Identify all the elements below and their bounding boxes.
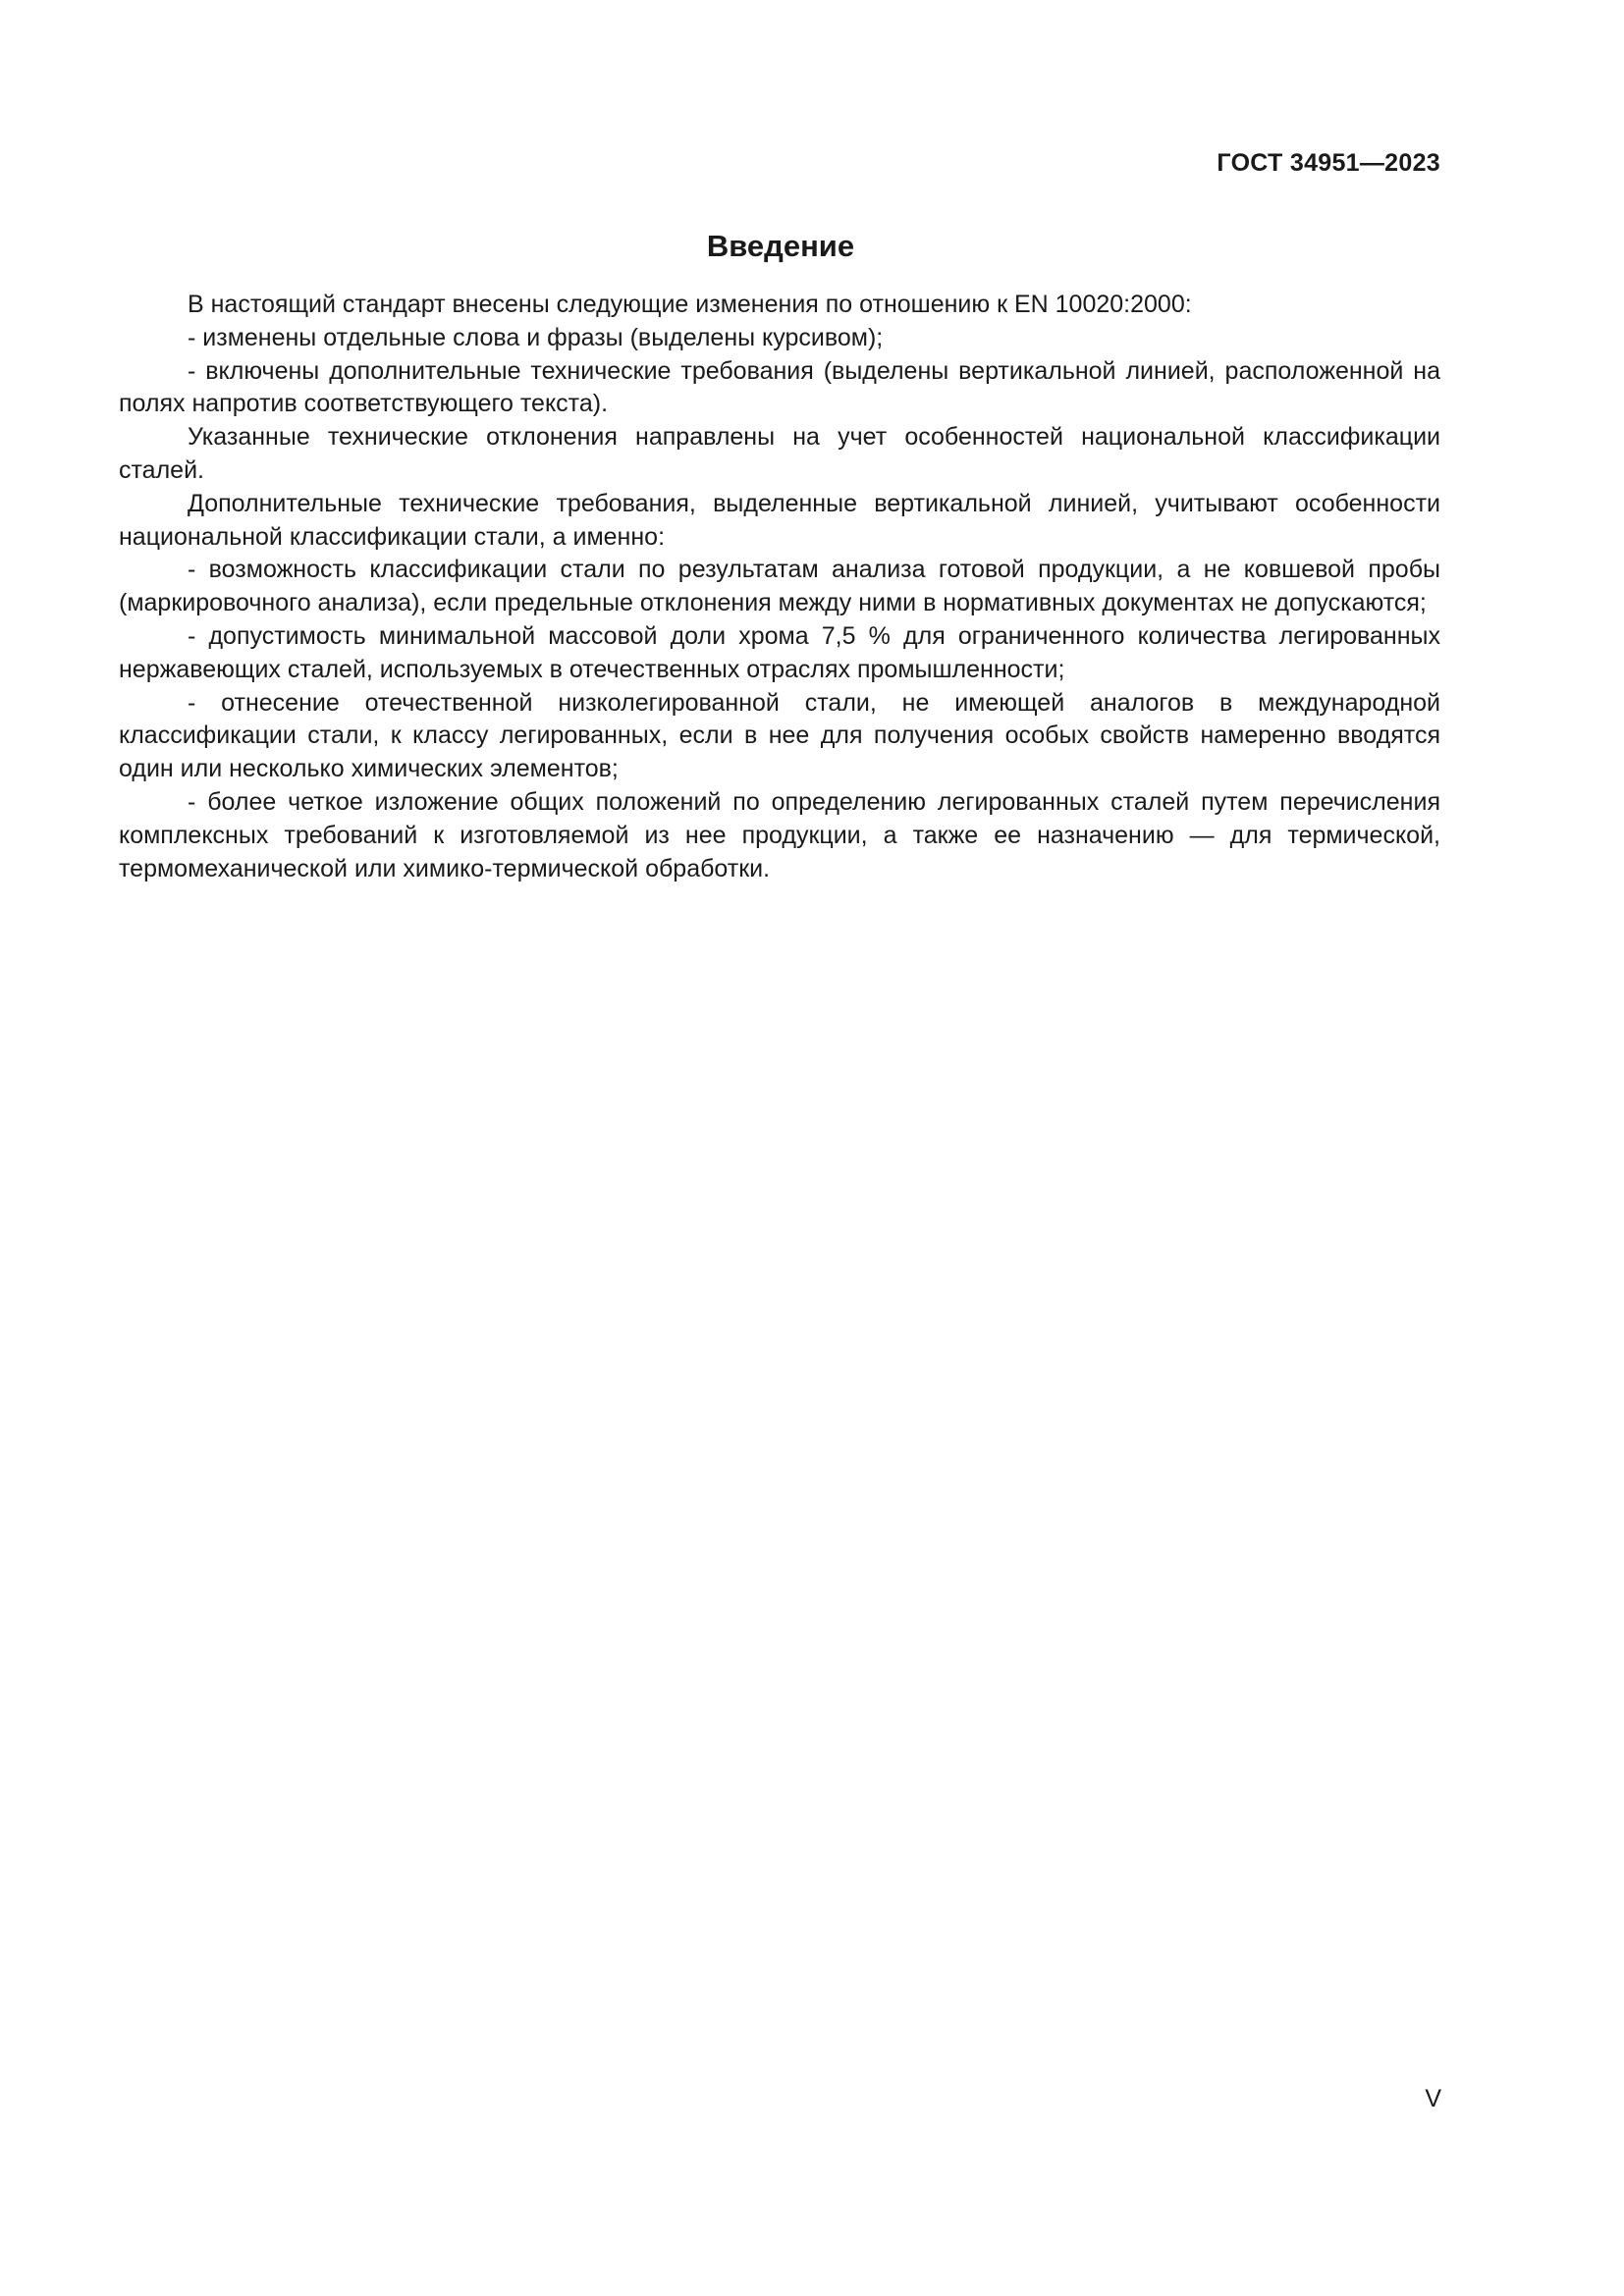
list-item: - включены дополнительные технические требования (выделены вертикальной линией, расположенной на полях напротив соответствующего текста). — [119, 356, 1440, 418]
introduction-body — [119, 289, 1440, 885]
list-item: - допустимость минимальной массовой доли хрома 7,5 % для ограниченного количества легированных нержавеющих сталей, используемых в отечественных отраслях промышленности; — [119, 621, 1440, 683]
list-item: - изменены отдельные слова и фразы (выделены курсивом); — [188, 323, 884, 351]
list-item: - возможность классификации стали по результатам анализа готовой продукции, а не ковшевой пробы (маркировочного анализа), если предельные отклонения между ними в нормативных документах не допускаются; — [119, 556, 1440, 617]
list-item: - более четкое изложение общих положений по определению легированных сталей путем перечисления комплексных требований к изготовляемой из нее продукции, а также ее назначению — для термической, термомеханической или химико-термической обработки. — [119, 787, 1440, 882]
page-number: V — [1425, 2085, 1441, 2112]
document-code: ГОСТ 34951—2023 — [1217, 149, 1440, 177]
section-title: Введение — [706, 229, 855, 263]
paragraph: Дополнительные технические требования, выделенные вертикальной линией, учитывают особенности национальной классификации стали, а именно: — [119, 489, 1440, 551]
paragraph: Указанные технические отклонения направлены на учет особенностей национальной классификации сталей. — [119, 423, 1440, 484]
list-item: - отнесение отечественной низколегированной стали, не имеющей аналогов в международной классификации стали, к классу легированных, если в нее для получения особых свойств намеренно вводятся один или несколько химических элементов; — [119, 688, 1440, 783]
paragraph-intro: В настоящий стандарт внесены следующие изменения по отношению к EN 10020:2000: — [188, 291, 1192, 318]
